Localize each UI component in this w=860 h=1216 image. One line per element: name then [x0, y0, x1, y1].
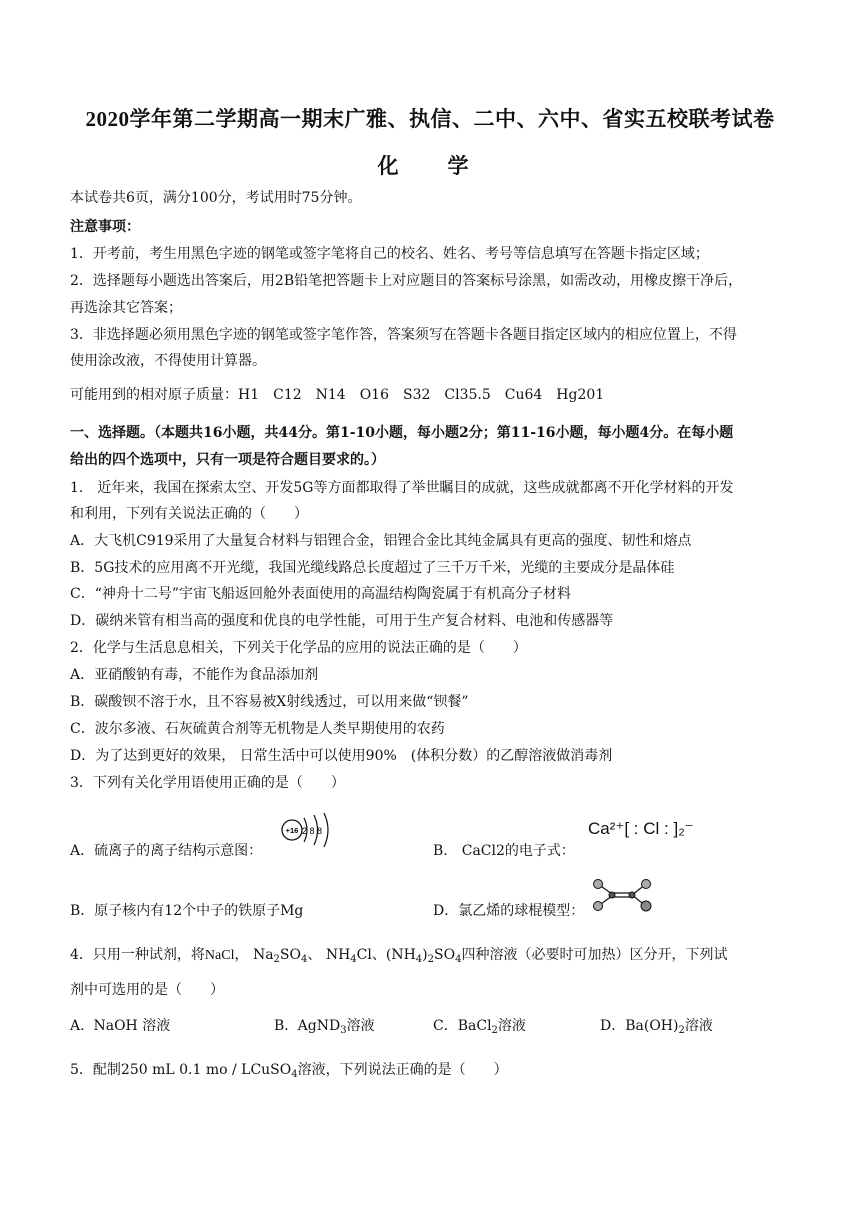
q3-option-a: A．硫离子的离子结构示意图： — [70, 843, 263, 859]
q3-option-b: B. CaCl2的电子式： — [433, 843, 575, 859]
q3-stem: 3．下列有关化学用语使用正确的是（ ） — [70, 775, 345, 791]
intro-pages: 本试卷共6页，满分100分，考试用时75分钟。 — [70, 190, 362, 206]
q3-option-d: D．氯乙烯的球棍模型： — [433, 903, 585, 919]
q1-option-d: D．碳纳米管有相当高的强度和优良的电学性能，可用于生产复合材料、电池和传感器等 — [70, 613, 614, 629]
vinyl-chloride-model — [588, 876, 658, 920]
q2-option-c: C．波尔多液、石灰硫黄合剂等无机物是人类早期使用的农药 — [70, 721, 445, 737]
q3-option-c: B．原子核内有12个中子的铁原子Mg — [70, 903, 304, 919]
notice-3a: 3．非选择题必须用黑色字迹的钢笔或签字笔作答，答案须写在答题卡各题目指定区域内的相应位置上，不得 — [70, 327, 737, 343]
notice-1: 1．开考前，考生用黑色字迹的钢笔或签字笔将自己的校名、姓名、考号等信息填写在答题卡指定区域； — [70, 246, 709, 262]
cacl2-electron-formula: Ca²⁺[ : Cl : ]₂⁻ — [588, 819, 694, 838]
q1-option-a: A．大飞机C919采用了大量复合材料与铝锂合金，铝锂合金比其纯金属具有更高的强度、韧性和熔点 — [70, 533, 692, 549]
q2-option-b: B．碳酸钡不溶于水，且不容易被X射线透过，可以用来做“钡餐” — [70, 694, 469, 710]
q2-stem: 2．化学与生活息息相关，下列关于化学品的应用的说法正确的是（ ） — [70, 640, 527, 656]
q1-option-b: B．5G技术的应用离不开光缆，我国光缆线路总长度超过了三千万千米，光缆的主要成分是晶体硅 — [70, 560, 675, 576]
q1-stem-b: 和利用，下列有关说法正确的（ ） — [70, 506, 308, 522]
subject-title: 化 学 — [377, 154, 483, 178]
notice-3b: 使用涂改液，不得使用计算器。 — [70, 353, 266, 369]
notice-2a: 2．选择题每小题选出答案后，用2B铅笔把答题卡上对应题目的答案标号涂黑，如需改动，用橡皮擦干净后， — [70, 273, 743, 289]
nucleus-label: +16 — [285, 826, 299, 835]
atomic-masses: 可能用到的相对原子质量：H1 C12 N14 O16 S32 Cl35.5 Cu64 Hg201 — [70, 387, 605, 403]
section1-heading-b: 给出的四个选项中，只有一项是符合题目要求的。） — [70, 452, 385, 468]
q1-option-c: C．“神舟十二号”宇宙飞船返回舱外表面使用的高温结构陶瓷属于有机高分子材料 — [70, 586, 572, 602]
q4-option-c: C．BaCl$_2$溶液 — [433, 1018, 526, 1036]
q4-stem-line1: 4．只用一种试剂，将NaCl， $Na_2SO_4$、 $NH_4Cl$、$(NH_4)_2SO_4$四种溶液（必要时可加热）区分开，下列试 — [70, 947, 728, 965]
q2-option-d: D．为了达到更好的效果， 日常生活中可以使用90% (体积分数）的乙醇溶液做消毒剂 — [70, 748, 613, 764]
shell-labels: 2 8 8 — [301, 826, 323, 836]
q1-stem-a: 1. 近年来，我国在探索太空、开发5G等方面都取得了举世瞩目的成就，这些成就都离不开化学材料的开发 — [70, 480, 734, 496]
exam-title: 2020学年第二学期高一期末广雅、执信、二中、六中、省实五校联考试卷 — [85, 107, 775, 131]
section1-heading-a: 一、选择题。（本题共16小题，共44分。第1-10小题，每小题2分；第11-16小题，每小题4分。在每小题 — [70, 425, 734, 441]
q4-stem-line2: 剂中可选用的是（ ） — [70, 982, 224, 998]
q4-option-d: D．$Ba(OH)_2$溶液 — [600, 1018, 713, 1036]
q2-option-a: A．亚硝酸钠有毒，不能作为食品添加剂 — [70, 667, 319, 683]
q4-option-b: B. AgND$_3$溶液 — [274, 1018, 375, 1036]
sulfide-ion-diagram — [280, 812, 340, 852]
q5-stem: 5．配制250 mL 0.1 mo / LCuSO$_4$溶液，下列说法正确的是（ ） — [70, 1062, 508, 1080]
notice-heading: 注意事项： — [70, 219, 140, 235]
notice-2b: 再选涂其它答案； — [70, 300, 182, 316]
q4-option-a: A. NaOH 溶液 — [70, 1018, 171, 1034]
